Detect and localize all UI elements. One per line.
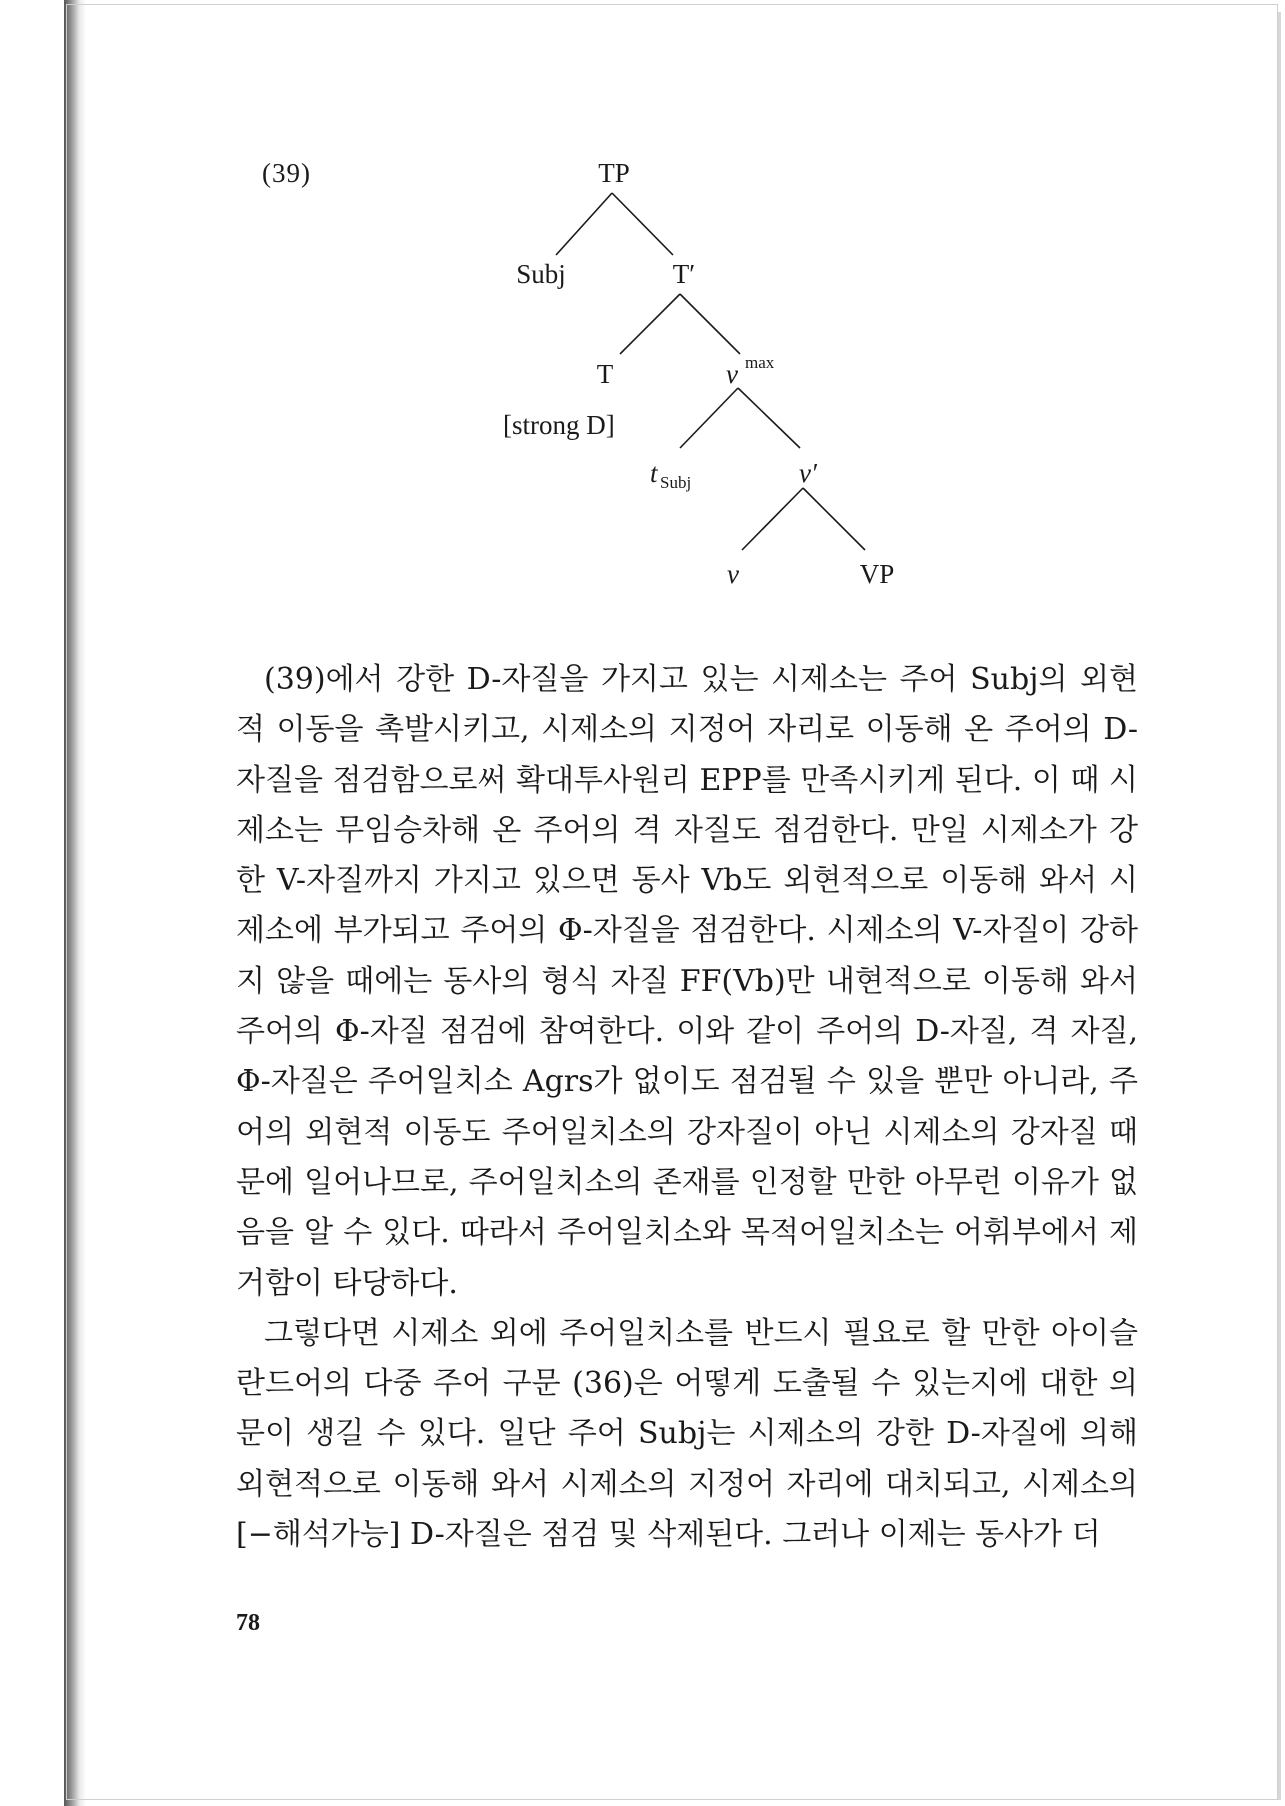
node-tp: TP [598, 158, 630, 188]
paragraph-1: (39)에서 강한 D-자질을 가지고 있는 시제소는 주어 Subj의 외현적 이동을 촉발시키고, 시제소의 지정어 자리로 이동해 온 주어의 D-자질을 점검함으로써 확대투사원리 EPP를 만족시키게 된다. 이 때 시제소는 무임승차해 온 주어의 격 자질도 점검한다. 만일 시제소가 강한 V-자질까지 가지고 있으면 동사 Vb도 외현적으로 이동해 와서 시제소에 부가되고 주어의 Φ-자질을 점검한다. 시제소의 V-자질이 강하지 않을 때에는 동사의 형식 자질 FF(Vb)만 내현적으로 이동해 와서 주어의 Φ-자질 점검에 참여한다. 이와 같이 주어의 D-자질, 격 자질, Φ-자질은 주어일치소 Agrs가 없이도 점검될 수 있을 뿐만 아니라, 주어의 외현적 이동도 주어일치소의 강자질이 아닌 시제소의 강자질 때문에 일어나므로, 주어일치소의 존재를 인정할 만한 아무런 이유가 없음을 알 수 있다. 따라서 주어일치소와 목적어일치소는 어휘부에서 제거함이 타당하다. [236, 662, 1138, 1301]
paragraph-2: 그렇다면 시제소 외에 주어일치소를 반드시 필요로 할 만한 아이슬란드어의 다중 주어 구문 (36)은 어떻게 도출될 수 있는지에 대한 의문이 생길 수 있다. 일단 주어 Subj는 시제소의 강한 D-자질에 의해 외현적으로 이동해 와서 시제소의 지정어 자리에 대치되고, 시제소의 [−해석가능] D-자질은 점검 및 삭제된다. 그러나 이제는 동사가 더 [236, 1315, 1138, 1553]
branch-vbar-v [742, 488, 803, 550]
branch-tbar-t [620, 294, 680, 354]
branch-tp-tbar [612, 193, 673, 255]
page-number: 78 [236, 1610, 260, 1636]
node-subj: Subj [516, 259, 566, 289]
example-number: (39) [262, 158, 311, 188]
branch-vmax-vbar [738, 388, 800, 448]
node-trace-subscript: Subj [660, 473, 692, 492]
node-vp: VP [859, 559, 895, 589]
branch-vbar-vp [803, 488, 865, 550]
node-trace: t [650, 458, 658, 488]
syntax-tree [0, 0, 1285, 640]
branch-tp-subj [556, 193, 612, 255]
node-v-max: v [726, 359, 738, 389]
node-v-max-superscript: max [745, 353, 775, 372]
node-t-bar: T′ [672, 259, 696, 289]
node-v: v [727, 559, 739, 589]
branch-tbar-vmax [680, 294, 740, 354]
body-text [236, 655, 1138, 1560]
node-t-feature: [strong D] [503, 410, 615, 440]
node-t: T [596, 359, 614, 389]
node-v-bar: v′ [799, 458, 817, 488]
branch-vmax-trace [680, 388, 738, 448]
